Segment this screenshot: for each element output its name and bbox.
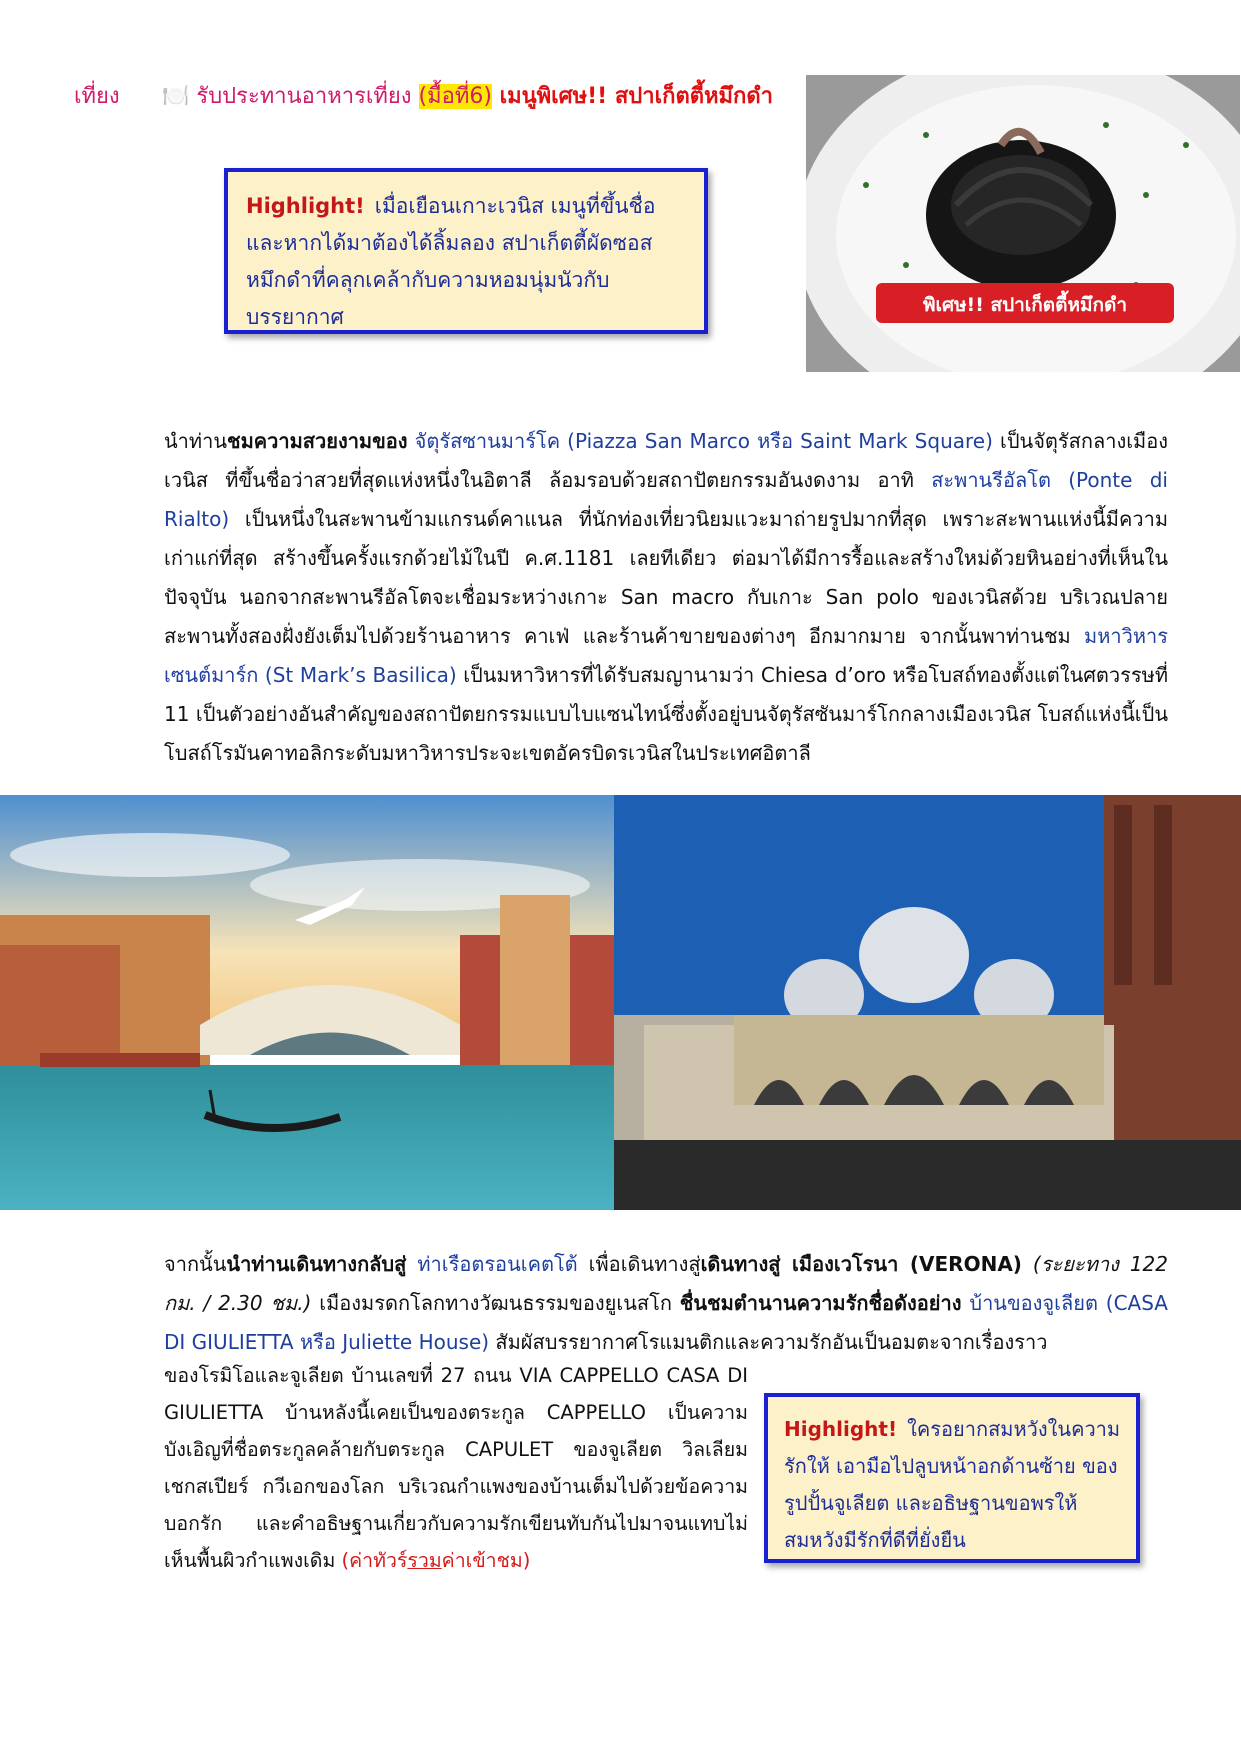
lunch-text: 🍽️ รับประทานอาหารเที่ยง: [162, 84, 419, 109]
highlight-box-juliet: [764, 1393, 1140, 1563]
p2-text-1: จากนั้น: [164, 1252, 227, 1276]
st-marks-basilica-image: [614, 795, 1241, 1210]
rialto-bridge-link: สะพานรีอัลโต (Ponte di Rialto): [164, 468, 1168, 531]
rialto-bridge-image: [0, 795, 614, 1210]
p1-bold-1: ชมความสวยงามของ: [227, 429, 408, 453]
juliet-house-link: บ้านของจูเลียต (CASA DI GIULIETTA หรือ Juliette House): [164, 1291, 1168, 1354]
pasta-banner-text: พิเศษ!! สปาเก็ตตี้หมึกดำ: [922, 294, 1128, 316]
paragraph-juliet-house: [164, 1357, 748, 1579]
highlight-keyword-2: Highlight!: [784, 1417, 898, 1441]
p1-text-2: เป็นจัตุรัสกลางเมืองเวนิส ที่ขึ้นชื่อว่าสวยที่สุดแห่งหนึ่งในอิตาลี ล้อมรอบด้วยสถาปัตยกรรมอันงดงาม อาทิ: [164, 429, 1169, 492]
fee-suffix: ค่าเข้าชม): [441, 1549, 531, 1572]
meal-number: (มื้อที่6): [418, 84, 492, 109]
p1-text-1: นำท่าน: [164, 429, 227, 453]
fee-prefix: (ค่าทัวร์: [341, 1549, 408, 1572]
p2-bold-2: ชื่นชมตำนานความรักชื่อดังอย่าง: [679, 1291, 962, 1315]
p2-text-2: เพื่อเดินทางสู่: [577, 1252, 701, 1276]
st-marks-basilica-link: มหาวิหารเซนต์มาร์ก (St Mark’s Basilica): [164, 624, 1168, 687]
piazza-san-marco-link: จัตุรัสซานมาร์โค (Piazza San Marco หรือ Saint Mark Square): [407, 429, 993, 453]
lunch-line: [162, 78, 773, 113]
p1-text-4: เป็นมหาวิหารที่ได้รับสมญานามว่า Chiesa d’oro หรือโบสถ์ทองตั้งแต่ในศตวรรษที่ 11 เป็นตัวอย่างอันสำคัญของสถาปัตยกรรมแบบไบแซนไทน์ซึ่งตั้งอยู่บนจัตุรัสซันมาร์โกกลางเมืองเวนิส โบสถ์แห่งนี้เป็นโบสถ์โรมันคาทอลิกระดับมหาวิหารประจะเขตอัครบิดรเวนิสในประเทศอิตาลี: [164, 663, 1169, 765]
entry-fee-note: [342, 1549, 531, 1572]
p2-text-3: เมืองมรดกโลกทางวัฒนธรรมของยูเนสโก: [311, 1291, 680, 1315]
special-menu: เมนูพิเศษ!! สปาเก็ตตี้หมึกดำ: [491, 84, 773, 109]
p1-text-3: เป็นหนึ่งในสะพานข้ามแกรนด์คาแนล ที่นักท่องเที่ยวนิยมแวะมาถ่ายรูปมากที่สุด เพราะสะพานแห่งนี้มีความเก่าแก่ที่สุด สร้างขึ้นครั้งแรกด้วยไม้ในปี ค.ศ.1181 เลยทีเดียว ต่อมาได้มีการรื้อและสร้างใหม่ด้วยหินอย่างที่เห็นในปัจจุบัน นอกจากสะพานรีอัลโตจะเชื่อมระหว่างเกาะ San macro กับเกาะ San polo ของเวนิสด้วย บริเวณปลายสะพานทั้งสองฝั่งยังเต็มไปด้วยร้านอาหาร คาเฟ่ และร้านค้าขายของต่างๆ อีกมากมาย จากนั้นพาท่านชม: [164, 507, 1168, 648]
highlight-keyword: Highlight!: [246, 194, 365, 218]
p3-text: ของโรมิโอและจูเลียต บ้านเลขที่ 27 ถนน VIA CAPPELLO CASA DI GIULIETTA บ้านหลังนี้เคยเป็นของตระกูล CAPPELLO เป็นความบังเอิญที่ชื่อตระกูลคล้ายกับตระกูล CAPULET ของจูเลียต วิลเลียม เชกสเปียร์ กวีเอกของโลก บริเวณกำแพงของบ้านเต็มไปด้วยข้อความบอกรัก และคำอธิษฐานเกี่ยวกับความรักเขียนทับกันไปมาจนแทบไม่เห็นพื้นผิวกำแพงเดิม: [164, 1364, 748, 1572]
tronchetto-pier-link: ท่าเรือตรอนเคตโต้: [406, 1252, 578, 1276]
paragraph-verona: [164, 1245, 1168, 1362]
p2-text-4: สัมผัสบรรยากาศโรแมนติกและความรักอันเป็นอมตะจากเรื่องราว: [489, 1330, 1048, 1354]
highlight-box-pasta: [224, 168, 708, 334]
p2-bold-1: นำท่านเดินทางกลับสู่: [226, 1252, 407, 1276]
squid-ink-pasta-image: [806, 75, 1240, 372]
highlight-text: เมื่อเยือนเกาะเวนิส เมนูที่ขึ้นชื่อและหากได้มาต้องได้ลิ้มลอง สปาเก็ตตี้ผัดซอสหมึกดำที่คลุกเคล้ากับความหอมนุ่มนัวกับบรรยากาศ: [246, 194, 656, 329]
meal-time-label: เที่ยง: [74, 84, 120, 109]
highlight-text-2: ใครอยากสมหวังในความรักให้ เอามือไปลูบหน้าอกด้านซ้าย ของรูปปั้นจูเลียต และอธิษฐานขอพรให้สมหวังมีรักที่ดีที่ยั่งยืน: [784, 1417, 1121, 1552]
distance-info: (ระยะทาง 122 กม. / 2.30 ชม.): [164, 1252, 1168, 1315]
paragraph-san-marco: [164, 422, 1168, 773]
fee-included: รวม: [407, 1549, 442, 1572]
verona-destination: เดินทางสู่ เมืองเวโรนา (VERONA): [700, 1252, 1022, 1276]
